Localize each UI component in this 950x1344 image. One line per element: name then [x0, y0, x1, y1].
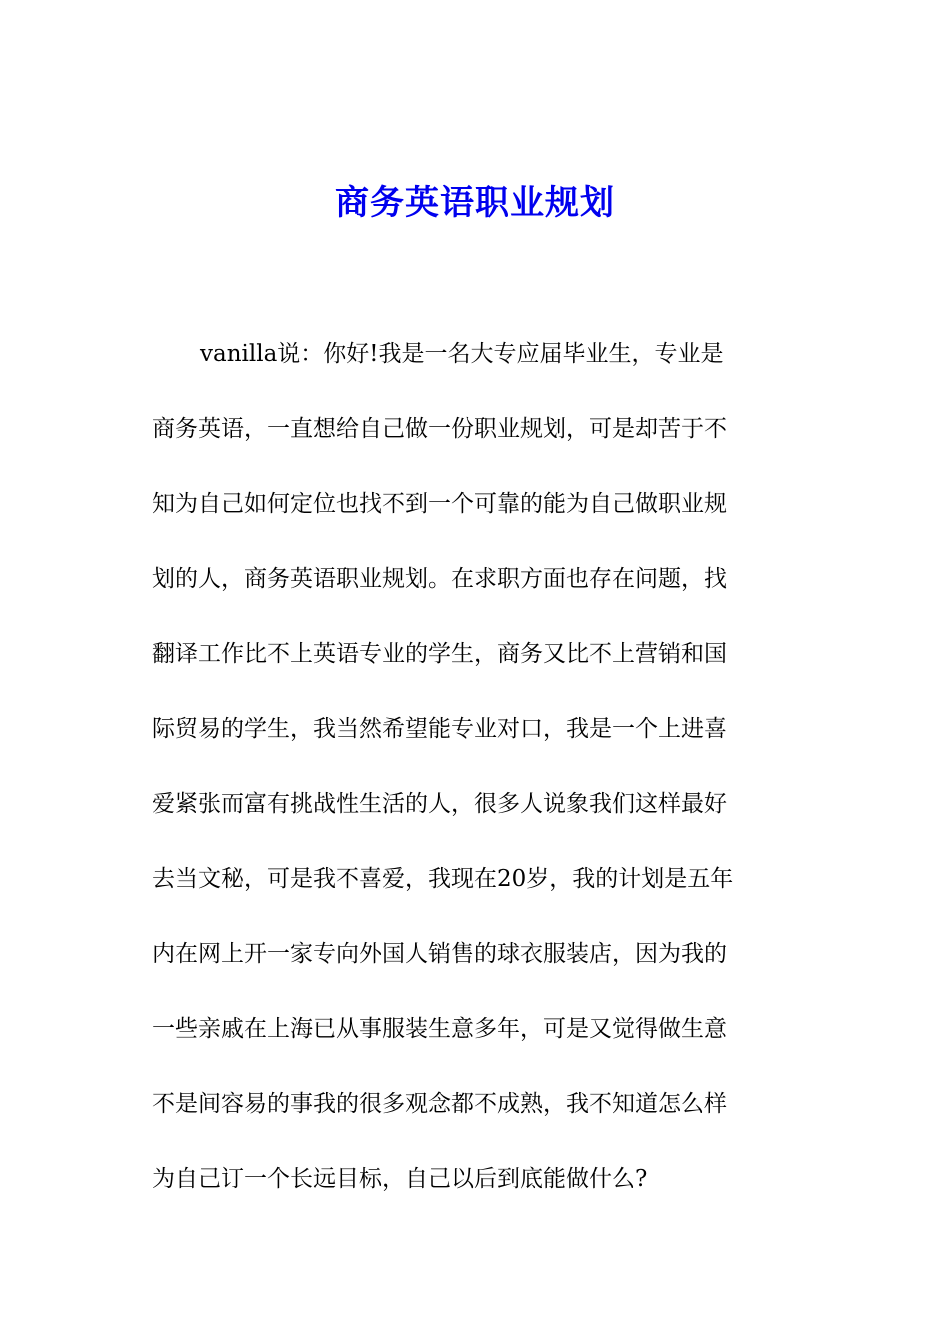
paragraph-line: 商务英语，一直想给自己做一份职业规划，可是却苦于不 — [152, 416, 727, 442]
paragraph-line: 为自己订一个长远目标，自己以后到底能做什么? — [152, 1166, 648, 1192]
paragraph-line: 知为自己如何定位也找不到一个可靠的能为自己做职业规 — [152, 491, 727, 517]
paragraph-line: 内在网上开一家专向外国人销售的球衣服装店，因为我的 — [152, 941, 727, 967]
paragraph-line: 不是间容易的事我的很多观念都不成熟，我不知道怎么样 — [152, 1091, 727, 1117]
paragraph-line: 爱紧张而富有挑战性生活的人，很多人说象我们这样最好 — [152, 791, 727, 817]
page-title: 商务英语职业规划 — [335, 183, 615, 223]
paragraph-line: 翻译工作比不上英语专业的学生，商务又比不上营销和国 — [152, 641, 727, 667]
paragraph-line: 划的人，商务英语职业规划。在求职方面也存在问题，找 — [152, 566, 727, 592]
paragraph-line: 一些亲戚在上海已从事服装生意多年，可是又觉得做生意 — [152, 1016, 727, 1042]
paragraph-line: 去当文秘，可是我不喜爱，我现在20岁，我的计划是五年 — [152, 866, 734, 892]
paragraph-line: vanilla说：你好!我是一名大专应届毕业生，专业是 — [200, 341, 724, 367]
paragraph-line: 际贸易的学生，我当然希望能专业对口，我是一个上进喜 — [152, 716, 727, 742]
body-paragraph — [152, 332, 802, 1232]
